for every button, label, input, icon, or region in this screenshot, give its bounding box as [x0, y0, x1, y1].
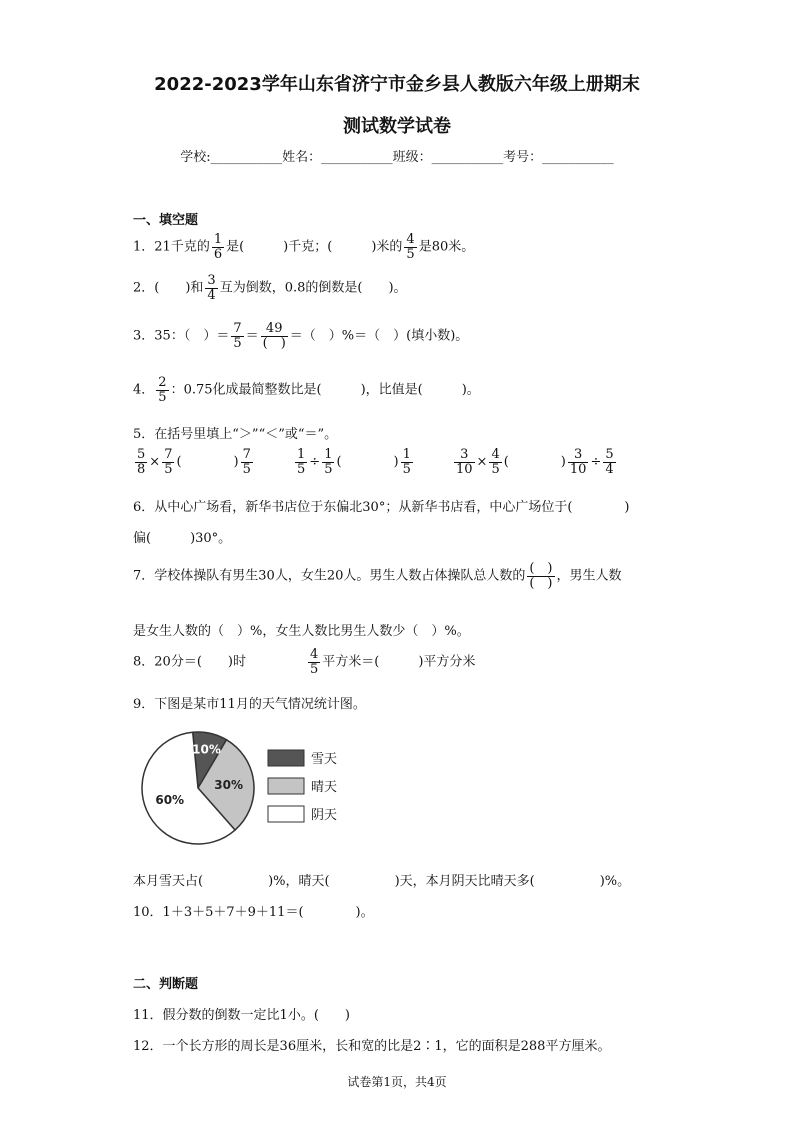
page-footer: 试卷第1页，共4页 [347, 1075, 447, 1089]
question-2: 2．( )和 $\frac{3}{4}$ 互为倒数，0.8的倒数是( )。 [133, 273, 407, 303]
legend-swatch-晴天 [268, 778, 304, 794]
question-10: 10．1＋3＋5＋7＋9＋11＝( )。 [133, 905, 374, 920]
page-title-line1: 2022-2023学年山东省济宁市金乡县人教版六年级上册期末 [154, 74, 640, 95]
question-11: 11．假分数的倒数一定比1小。( ) [133, 1008, 350, 1023]
legend-label-阴天: 阴天 [311, 808, 338, 823]
fraction: $\frac{4}{5}$ [406, 232, 415, 262]
legend-label-晴天: 晴天 [311, 780, 338, 795]
pie-label-晴天: 30% [214, 778, 244, 793]
section-fill-in-heading: 一、填空题 [133, 213, 199, 228]
question-7-line1: 7．学校体操队有男生30人，女生20人。男生人数占体操队总人数的 $\frac{( )}{( )}$ ，男生人数 [133, 561, 622, 591]
section-judge-heading: 二、判断题 [133, 977, 199, 992]
fraction: $\frac{7}{5}$ [233, 321, 242, 351]
student-info-line: 学校:___________姓名：___________班级：___________考号：___________ [180, 150, 614, 165]
question-9-answer: 本月雪天占( )%，晴天( )天，本月阴天比晴天多( )%。 [133, 874, 631, 889]
question-3: 3．35：（ ）＝ $\frac{7}{5}$ ＝ $\frac{49}{( )}$ ＝（ ）%＝（ ）(填小数)。 [133, 321, 469, 351]
pie-label-雪天: 10% [192, 742, 221, 757]
q5-item-2: $\frac{1}{5}$ ÷ $\frac{1}{5}$ ( ) $\frac{1}{5}$ [297, 447, 411, 477]
question-6-line2: 偏( )30°。 [133, 531, 232, 546]
question-12: 12．一个长方形的周长是36厘米，长和宽的比是2∶1，它的面积是288平方厘米。 [133, 1039, 611, 1054]
weather-pie-chart [140, 728, 380, 848]
q5-item-1: $\frac{5}{8}$ × $\frac{7}{5}$ ( ) $\frac{7}{5}$ [137, 447, 251, 477]
fraction: $\frac{( )}{( )}$ [529, 561, 553, 591]
question-4: 4． $\frac{2}{5}$ ：0.75化成最简整数比是( )，比值是( )。 [133, 375, 480, 405]
question-7-line2: 是女生人数的（ ）%，女生人数比男生人数少（ ）%。 [133, 624, 470, 639]
question-8: 8．20分＝( )时 $\frac{4}{5}$ 平方米＝( )平方分米 [133, 647, 476, 677]
legend-swatch-阴天 [268, 806, 304, 822]
pie-label-阴天: 60% [155, 793, 185, 808]
fraction: $\frac{2}{5}$ [158, 375, 167, 405]
question-1: 1．21千克的 $\frac{1}{6}$ 是( )千克；( )米的 $\frac{4}{5}$ 是80米。 [133, 232, 475, 262]
legend-label-雪天: 雪天 [311, 752, 338, 767]
fraction: $\frac{4}{5}$ [309, 647, 319, 677]
page-title-line2: 测试数学试卷 [343, 116, 451, 137]
fraction: $\frac{49}{( )}$ [262, 321, 286, 351]
question-5: 5．在括号里填上“＞”“＜”或“＝”。 [133, 427, 338, 442]
question-6-line1: 6．从中心广场看，新华书店位于东偏北30°；从新华书店看，中心广场位于( ) [133, 500, 630, 515]
fraction: $\frac{3}{4}$ [207, 273, 216, 303]
question-9: 9．下图是某市11月的天气情况统计图。 [133, 697, 366, 712]
q5-item-3: $\frac{3}{10}$ × $\frac{4}{5}$ ( ) $\frac{3}{10}$ ÷ $\frac{5}{4}$ [456, 447, 614, 477]
legend-swatch-雪天 [268, 750, 304, 766]
fraction: $\frac{1}{6}$ [213, 232, 223, 262]
